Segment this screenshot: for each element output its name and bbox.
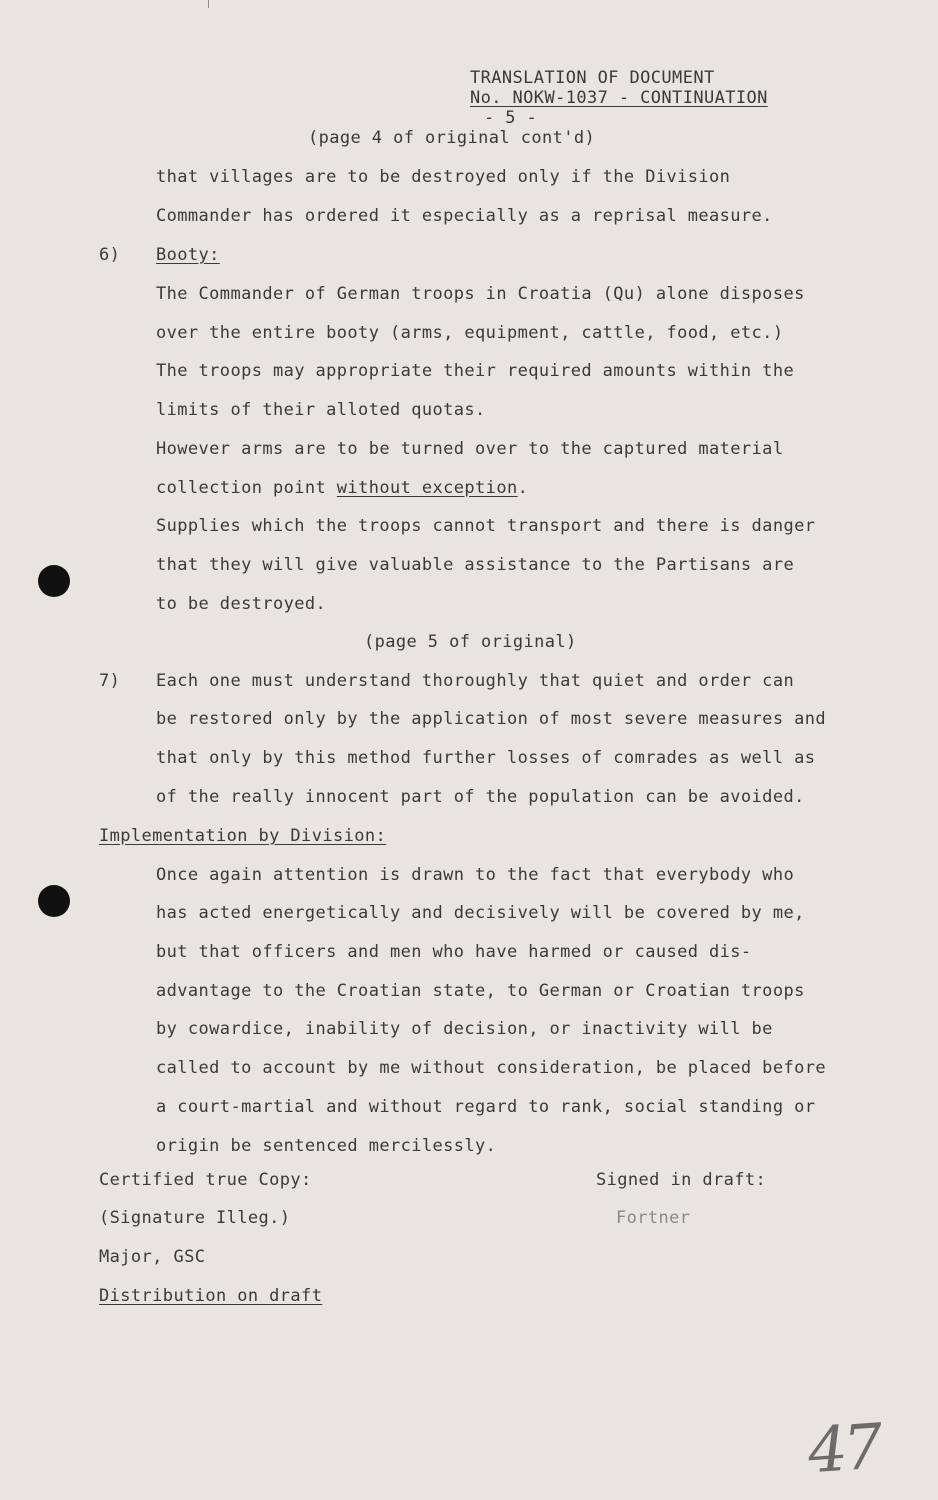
handwritten-page-number: 47 [805, 1409, 882, 1488]
page-note: (page 5 of original) [364, 632, 577, 652]
body-line: Supplies which the troops cannot transport and there is danger [156, 516, 816, 536]
body-line: origin be sentenced mercilessly. [156, 1136, 497, 1156]
body-line: advantage to the Croatian state, to German or Croatian troops [156, 981, 805, 1001]
body-line: has acted energetically and decisively will be covered by me, [156, 903, 805, 923]
body-line: over the entire booty (arms, equipment, cattle, food, etc.) [156, 323, 784, 343]
body-line: that they will give valuable assistance to the Partisans are [156, 555, 795, 575]
body-line: The Commander of German troops in Croatia (Qu) alone disposes [156, 284, 805, 304]
text-segment: collection point [156, 478, 337, 498]
document-title: TRANSLATION OF DOCUMENT [470, 68, 715, 88]
body-line: Each one must understand thoroughly that quiet and order can [156, 671, 795, 691]
certification-label: Certified true Copy: [99, 1170, 312, 1190]
body-line: by cowardice, inability of decision, or inactivity will be [156, 1019, 773, 1039]
signatory-rank: Major, GSC [99, 1247, 206, 1267]
text-segment: . [517, 478, 529, 498]
section-heading: Implementation by Division: [99, 826, 387, 846]
page-note: (page 4 of original cont'd) [308, 128, 596, 148]
body-line: called to account by me without consideration, be placed before [156, 1058, 826, 1078]
signed-label: Signed in draft: [596, 1170, 767, 1190]
distribution-note: Distribution on draft [99, 1286, 323, 1306]
page-number: - 5 - [484, 108, 538, 128]
signatory-name: Fortner [616, 1208, 691, 1228]
body-line: but that officers and men who have harmed or caused dis- [156, 942, 752, 962]
document-number: No. NOKW-1037 - CONTINUATION [470, 88, 768, 108]
scan-mark [208, 0, 209, 8]
body-line: The troops may appropriate their required amounts within the [156, 361, 795, 381]
item-number: 6) [99, 245, 121, 265]
item-number: 7) [99, 671, 121, 691]
binder-hole [38, 565, 70, 597]
body-line: to be destroyed. [156, 594, 327, 614]
binder-hole [38, 885, 70, 917]
signature-note: (Signature Illeg.) [99, 1208, 291, 1228]
body-line: be restored only by the application of most severe measures and [156, 709, 826, 729]
body-line: Commander has ordered it especially as a reprisal measure. [156, 206, 773, 226]
section-heading: Booty: [156, 245, 220, 265]
body-line: that villages are to be destroyed only if the Division [156, 167, 731, 187]
body-line: limits of their alloted quotas. [156, 400, 486, 420]
body-line: However arms are to be turned over to the captured material [156, 439, 784, 459]
body-line: that only by this method further losses of comrades as well as [156, 748, 816, 768]
emphasis-text: without exception [336, 478, 518, 498]
body-line: a court-martial and without regard to rank, social standing or [156, 1097, 816, 1117]
body-line [156, 478, 528, 498]
body-line: of the really innocent part of the population can be avoided. [156, 787, 805, 807]
body-line: Once again attention is drawn to the fact that everybody who [156, 865, 795, 885]
